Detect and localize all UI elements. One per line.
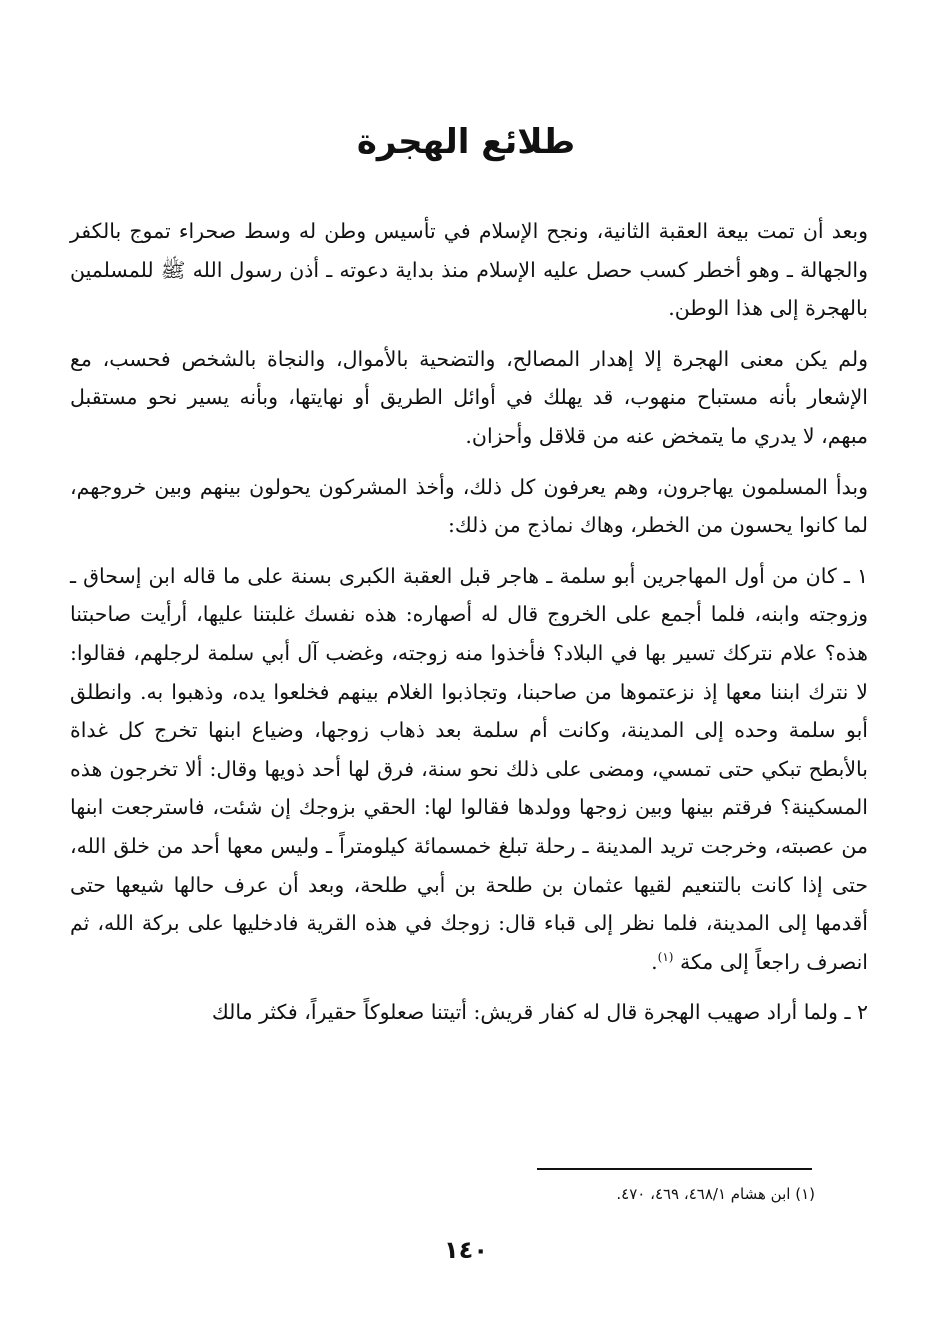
body-text — [70, 212, 868, 1044]
paragraph-1: وبعد أن تمت بيعة العقبة الثانية، ونجح الإسلام في تأسيس وطن له وسط صحراء تموج بالكفر والجهالة ـ وهو أخطر كسب حصل عليه الإسلام منذ بداية دعوته ـ أذن رسول الله ﷺ للمسلمين بالهجرة إلى هذا الوطن. — [70, 219, 868, 321]
footnote-divider — [537, 1168, 812, 1170]
paragraph-4-end: . — [651, 949, 658, 974]
page-number: ١٤٠ — [444, 1236, 488, 1264]
paragraph-2: ولم يكن معنى الهجرة إلا إهدار المصالح، والتضحية بالأموال، والنجاة بالشخص فحسب، مع الإشعار بأنه مستباح منهوب، قد يهلك في أوائل الطريق أو نهايتها، وبأنه يسير نحو مستقبل مبهم، لا يدري ما يتمخض عنه من قلاقل وأحزان. — [70, 346, 868, 448]
paragraph-4 — [70, 557, 868, 982]
page-title: طلائع الهجرة — [356, 122, 576, 162]
paragraph-5: ٢ ـ ولما أراد صهيب الهجرة قال له كفار قريش: أتيتنا صعلوكاً حقيراً، فكثر مالك — [211, 1000, 868, 1025]
footnote-reference[interactable]: (١) — [657, 949, 674, 964]
paragraph-3: وبدأ المسلمون يهاجرون، وهم يعرفون كل ذلك، وأخذ المشركون يحولون بينهم وبين خروجهم، لما كانوا يحسون من الخطر، وهاك نماذج من ذلك: — [70, 474, 868, 538]
paragraph-4-text: ١ ـ كان من أول المهاجرين أبو سلمة ـ هاجر قبل العقبة الكبرى بسنة على ما قاله ابن إسحاق ـ وزوجته وابنه، فلما أجمع على الخروج قال له أصهاره: هذه نفسك غلبتنا عليها، أرأيت صاحبتنا هذه؟ علام نتركك تسير بها في البلاد؟ فأخذوا منه زوجته، وغضب آل أبي سلمة لرجلهم، فقالوا: لا نترك ابننا معها إذ نزعتموها من صاحبنا، وتجاذبوا الغلام بينهم فخلعوا يده، وذهبوا به. وانطلق أبو سلمة وحده إلى المدينة، وكانت أم سلمة بعد ذهاب زوجها، وضياع ابنها تخرج كل غداة بالأبطح تبكي حتى تمسي، ومضى على ذلك نحو سنة، فرق لها أحد ذويها وقال: ألا تخرجون هذه المسكينة؟ فرقتم بينها وبين زوجها وولدها فقالوا لها: الحقي بزوجك إن شئت، فاسترجعت ابنها من عصبته، وخرجت تريد المدينة ـ رحلة تبلغ خمسمائة كيلومتراً ـ وليس معها أحد من خلق الله، حتى إذا كانت بالتنعيم لقيها عثمان بن طلحة بن أبي طلحة، وبعد أن عرف حالها شيعها حتى أقدمها إلى المدينة، فلما نظر إلى قباء قال: زوجك في هذه القرية فادخليها على بركة الله، ثم انصرف راجعاً إلى مكة — [70, 563, 868, 974]
footnote: (١) ابن هشام ٤٦٨/١، ٤٦٩، ٤٧٠. — [616, 1185, 815, 1203]
